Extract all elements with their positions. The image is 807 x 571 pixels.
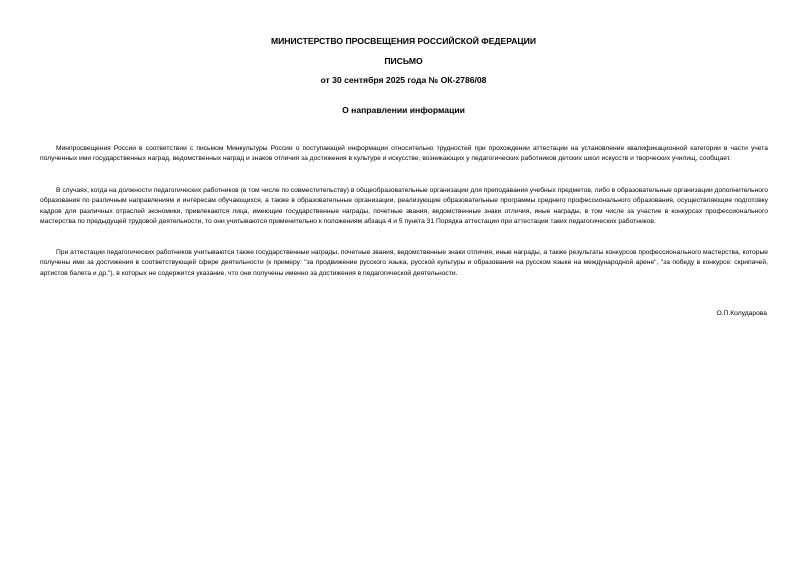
- body-paragraph: Минпросвещения России в соответствии с письмом Минкультуры России о поступающей информации относительно трудностей при прохождении аттестации на установление квалификационной категории в части учета полученных ими государственных наград, ведомственных наград и знаков отличия за достижения в культуре и искусстве, возникающих у педагогических работников детских школ искусств и творческих училищ, сообщает.: [40, 145, 768, 163]
- body-paragraph: В случаях, когда на должности педагогических работников (в том числе по совместительству) в общеобразовательные организации для преподавания учебных предметов, либо в образовательные организации дополнительного образования по различным направлениям и интересам обучающихся, а также в образовательные организации, реализующие образовательные программы среднего профессионального образования, осуществляющие подготовку кадров для различных отраслей экономики, привлекаются лица, имеющие государственные награды, почетные звания, ведомственные знаки отличия, иные награды, в том числе за участие в конкурсах профессионального мастерства по предыдущей трудовой деятельности, то они учитываются применительно к положениям абзаца 4 и 5 пункта 31 Порядка аттестации при аттестации таких педагогических работников.: [40, 187, 768, 226]
- document-date-number: от 30 сентября 2025 года № ОК-2786/08: [320, 75, 487, 85]
- signature-name: О.П.Колударова: [716, 310, 767, 317]
- ministry-heading: МИНИСТЕРСТВО ПРОСВЕЩЕНИЯ РОССИЙСКОЙ ФЕДЕРАЦИИ: [270, 36, 537, 46]
- document-type-heading: ПИСЬМО: [384, 56, 423, 66]
- document-subject: О направлении информации: [342, 105, 465, 115]
- body-paragraph: При аттестации педагогических работников учитываются также государственные награды, почетные звания, ведомственные знаки отличия, иные награды, а также результаты конкурсов профессионального мастерства, которые получены ими за достижения в соответствующей сфере деятельности (к примеру: "за продвижение русского языка, русской культуры и образования на русском языке на международной арене", "за победу в конкурсе: скрипачей, артистов балета и др."), в которых не содержится указание, что они получены именно за достижения в педагогической деятельности.: [40, 249, 768, 277]
